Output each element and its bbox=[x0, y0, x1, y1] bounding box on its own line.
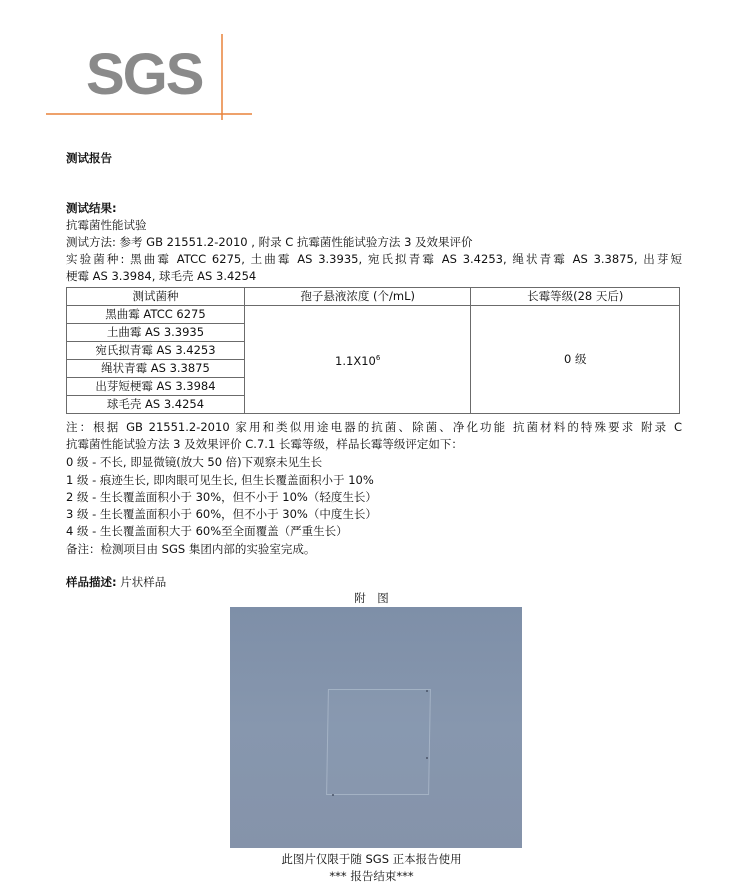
report-end: *** 报告结束*** bbox=[329, 869, 414, 883]
results-heading: 测试结果: bbox=[66, 201, 117, 215]
sample-photo bbox=[230, 607, 522, 848]
note-line-1: 注：根据 GB 21551.2-2010 家用和类似用途电器的抗菌、除菌、净化功能 抗菌材料的特殊要求 附录 C bbox=[66, 420, 682, 434]
sgs-logo bbox=[46, 34, 252, 120]
header-concentration: 孢子悬液浓度 (个/mL) bbox=[244, 288, 471, 306]
photo-speck bbox=[332, 794, 334, 796]
strain-cell: 球毛壳 AS 3.4254 bbox=[67, 396, 245, 414]
concentration-cell bbox=[244, 306, 471, 414]
strain-cell: 绳状青霉 AS 3.3875 bbox=[67, 360, 245, 378]
concentration-exponent: 6 bbox=[375, 353, 381, 362]
grade-definition: 4 级 - 生长覆盖面积大于 60%至全面覆盖（严重生长） bbox=[66, 524, 348, 538]
note-line-2: 抗霉菌性能试验方法 3 及效果评价 C.7.1 长霉等级，样品长霉等级评定如下： bbox=[66, 437, 463, 451]
grade-definition: 3 级 - 生长覆盖面积小于 60%，但不小于 30%（中度生长） bbox=[66, 507, 377, 521]
table-header-row bbox=[67, 288, 680, 306]
sample-sheet bbox=[326, 689, 431, 795]
sample-value: 片状样品 bbox=[120, 575, 167, 589]
strain-cell: 土曲霉 AS 3.3935 bbox=[67, 324, 245, 342]
photo-caption: 此图片仅限于随 SGS 正本报告使用 bbox=[281, 852, 462, 866]
results-table bbox=[66, 287, 680, 414]
header-grade: 长霉等级(28 天后) bbox=[471, 288, 680, 306]
sgs-logo-text: SGS bbox=[86, 42, 203, 107]
report-title: 测试报告 bbox=[66, 151, 112, 165]
concentration-base: 1.1X10 bbox=[335, 353, 376, 368]
grade-cell: 0 级 bbox=[471, 306, 680, 414]
strains-line-2: 梗霉 AS 3.3984, 球毛壳 AS 3.4254 bbox=[66, 269, 257, 283]
test-method: 测试方法: 参考 GB 21551.2-2010 , 附录 C 抗霉菌性能试验方法 3 及效果评价 bbox=[66, 235, 473, 249]
sample-description bbox=[66, 574, 166, 591]
strain-cell: 出芽短梗霉 AS 3.3984 bbox=[67, 378, 245, 396]
photo-speck bbox=[426, 757, 428, 759]
grade-definition: 0 级 - 不长, 即显微镜(放大 50 倍)下观察未见生长 bbox=[66, 455, 323, 469]
grade-definition: 1 级 - 痕迹生长, 即肉眼可见生长, 但生长覆盖面积小于 10% bbox=[66, 473, 374, 487]
grade-definition: 2 级 - 生长覆盖面积小于 30%，但不小于 10%（轻度生长） bbox=[66, 490, 377, 504]
header-strain: 测试菌种 bbox=[67, 288, 245, 306]
remark: 备注：检测项目由 SGS 集团内部的实验室完成。 bbox=[66, 542, 316, 556]
photo-speck bbox=[426, 690, 428, 692]
sample-label: 样品描述: bbox=[66, 575, 117, 589]
strains-line-1: 实验菌种: 黑曲霉 ATCC 6275, 土曲霉 AS 3.3935, 宛氏拟青霉 AS 3.4253, 绳状青霉 AS 3.3875, 出芽短 bbox=[66, 252, 682, 266]
figure-title: 附 图 bbox=[354, 591, 389, 605]
strain-cell: 黑曲霉 ATCC 6275 bbox=[67, 306, 245, 324]
test-name: 抗霉菌性能试验 bbox=[66, 218, 147, 232]
strain-cell: 宛氏拟青霉 AS 3.4253 bbox=[67, 342, 245, 360]
table-row bbox=[67, 306, 680, 324]
